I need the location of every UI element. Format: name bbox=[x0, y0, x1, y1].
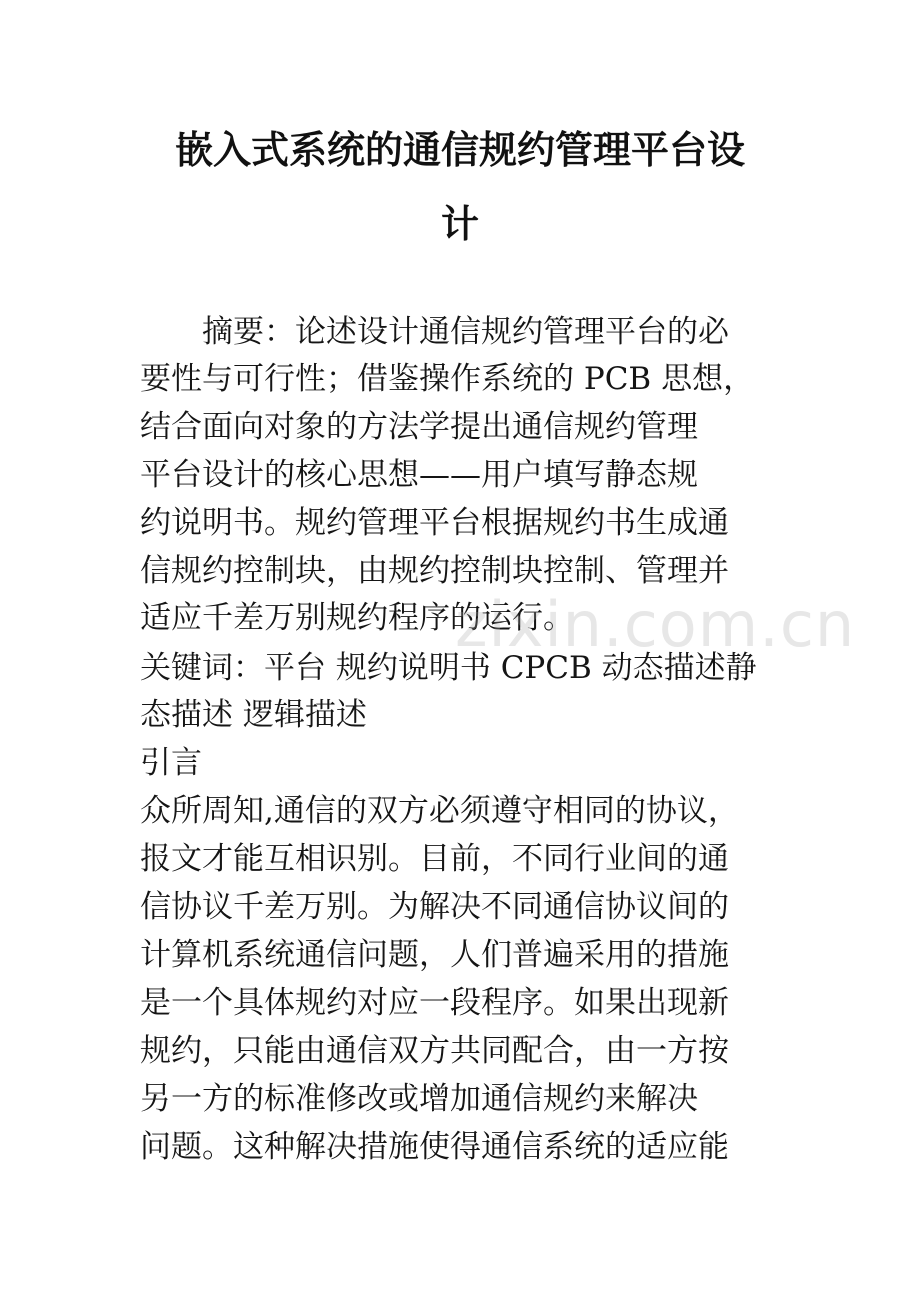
site-watermark: zixin.com.cn bbox=[455, 588, 856, 661]
keywords-line: 关键词：平台 规约说明书 CPCB 动态描述静 bbox=[140, 650, 757, 686]
document-title-line-1: 嵌入式系统的通信规约管理平台设 bbox=[174, 128, 745, 172]
paragraph-line: 是一个具体规约对应一段程序。如果出现新 bbox=[140, 985, 729, 1021]
abstract-line: 约说明书。规约管理平台根据规约书生成通 bbox=[140, 505, 729, 541]
document-title-line-2: 计 bbox=[440, 202, 479, 246]
paragraph-line: 报文才能互相识别。目前，不同行业间的通 bbox=[140, 841, 729, 877]
abstract-line: 要性与可行性；借鉴操作系统的 PCB 思想， bbox=[140, 361, 755, 397]
abstract-line: 平台设计的核心思想——用户填写静态规 bbox=[140, 457, 698, 493]
paragraph-line: 另一方的标准修改或增加通信规约来解决 bbox=[140, 1081, 698, 1117]
abstract-line: 适应千差万别规约程序的运行。 bbox=[140, 600, 574, 636]
paragraph-line: 众所周知,通信的双方必须遵守相同的协议， bbox=[140, 793, 739, 829]
paragraph-line: 信协议千差万别。为解决不同通信协议间的 bbox=[140, 889, 729, 925]
abstract-line: 摘要：论述设计通信规约管理平台的必 bbox=[140, 314, 729, 350]
abstract-line: 结合面向对象的方法学提出通信规约管理 bbox=[140, 409, 698, 445]
paragraph-line: 规约，只能由通信双方共同配合，由一方按 bbox=[140, 1033, 729, 1069]
section-heading-introduction: 引言 bbox=[140, 745, 202, 781]
paragraph-line: 计算机系统通信问题，人们普遍采用的措施 bbox=[140, 937, 729, 973]
abstract-line: 信规约控制块，由规约控制块控制、管理并 bbox=[140, 553, 729, 589]
paragraph-line: 问题。这种解决措施使得通信系统的适应能 bbox=[140, 1129, 729, 1165]
keywords-line: 态描述 逻辑描述 bbox=[140, 697, 367, 733]
